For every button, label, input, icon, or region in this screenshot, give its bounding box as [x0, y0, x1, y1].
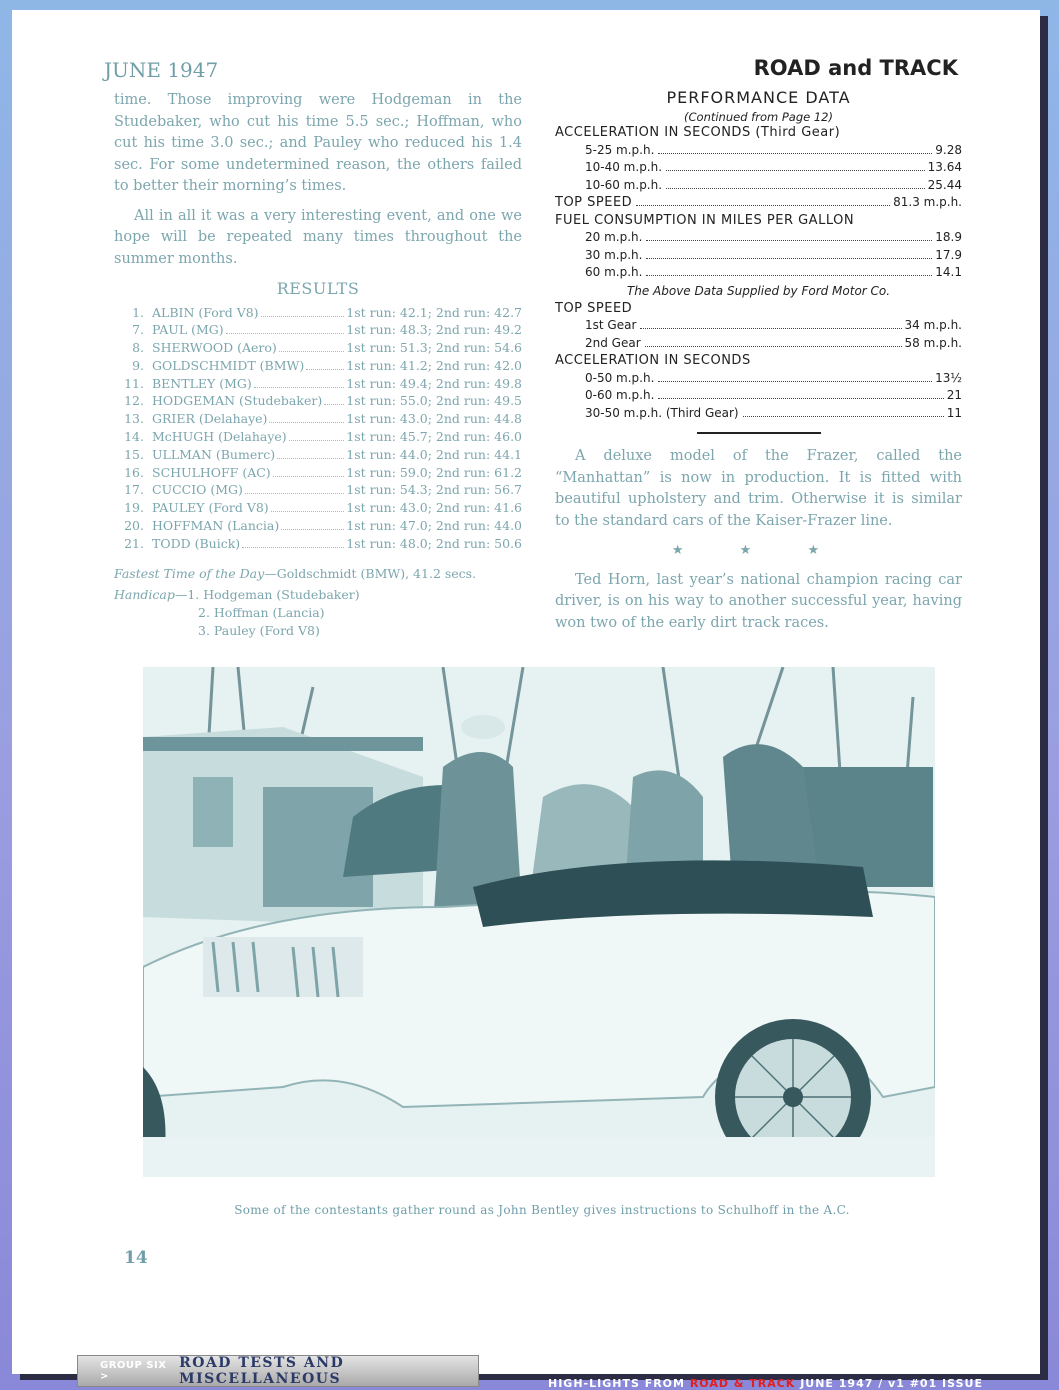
result-runs: 1st run: 43.0; 2nd run: 41.6 — [346, 500, 522, 516]
data-label: 10-60 m.p.h. — [585, 177, 663, 192]
result-row — [114, 339, 522, 357]
data-label: 0-60 m.p.h. — [585, 388, 655, 402]
dot-leader — [658, 381, 932, 382]
data-row — [555, 159, 962, 177]
result-runs: 1st run: 43.0; 2nd run: 44.8 — [346, 411, 522, 427]
top-speed-label: TOP SPEED — [555, 195, 633, 210]
brand-label: ROAD & TRACK — [689, 1377, 796, 1390]
fastest-time — [114, 563, 522, 585]
result-row — [114, 375, 522, 393]
data-row — [555, 247, 962, 265]
result-runs: 1st run: 51.3; 2nd run: 54.6 — [346, 340, 522, 356]
results-heading: RESULTS — [276, 279, 360, 298]
magazine-page — [12, 10, 1040, 1374]
issue-footer — [548, 1377, 983, 1390]
result-row — [114, 428, 522, 446]
dot-leader — [281, 529, 344, 530]
result-row — [114, 392, 522, 410]
data-row — [555, 405, 962, 423]
dot-leader — [279, 351, 345, 352]
dot-leader — [254, 387, 345, 388]
result-entrant: SHERWOOD (Aero) — [152, 340, 277, 356]
photo-caption: Some of the contestants gather round as John Bentley gives instructions to Schulhoff in the A.C. — [234, 1203, 850, 1217]
divider — [697, 432, 821, 434]
issue-label: JUNE 1947 / v1 #01 ISSUE — [800, 1377, 983, 1390]
result-entrant: PAULEY (Ford V8) — [152, 500, 269, 516]
data-label: 30-50 m.p.h. (Third Gear) — [585, 405, 739, 420]
result-runs: 1st run: 48.0; 2nd run: 50.6 — [346, 535, 522, 551]
result-rank: 21. — [124, 535, 144, 551]
result-rank: 8. — [132, 340, 144, 356]
data-label: 1st Gear — [585, 318, 637, 332]
handicap-results — [114, 586, 522, 640]
gear-list — [555, 317, 962, 352]
performance-data-title: PERFORMANCE DATA — [666, 88, 851, 107]
result-runs: 1st run: 47.0; 2nd run: 44.0 — [346, 518, 522, 534]
article-paragraph-2: All in all it was a very interesting event, and one we hope will be repeated many times throughout the summer months. — [114, 207, 522, 267]
data-value: 17.9 — [935, 247, 962, 262]
right-column — [555, 88, 962, 634]
result-runs: 1st run: 55.0; 2nd run: 49.5 — [346, 393, 522, 409]
result-entrant: PAUL (MG) — [152, 322, 224, 338]
result-row — [114, 357, 522, 375]
dot-leader — [271, 511, 345, 512]
result-rank: 14. — [124, 429, 144, 445]
result-runs: 1st run: 44.0; 2nd run: 44.1 — [346, 446, 522, 462]
result-rank: 12. — [124, 393, 144, 409]
accel-heading: ACCELERATION IN SECONDS — [555, 353, 751, 368]
result-entrant: HODGEMAN (Studebaker) — [152, 393, 323, 409]
dot-leader — [306, 369, 344, 370]
contestants-photo — [143, 667, 935, 1177]
result-row — [114, 410, 522, 428]
result-rank: 16. — [124, 464, 144, 480]
data-row — [555, 177, 962, 195]
frazer-paragraph: A deluxe model of the Frazer, called the “Manhattan” is now in production. It is fitted with beautiful upholstery and trim. Otherwise it is similar to the standard cars of the Kaiser-Frazer line. — [555, 448, 962, 529]
result-rank: 17. — [124, 482, 144, 498]
result-rank: 20. — [124, 518, 144, 534]
result-runs: 1st run: 41.2; 2nd run: 42.0 — [346, 357, 522, 373]
dot-leader — [640, 328, 901, 329]
result-rank: 19. — [124, 500, 144, 516]
fuel-list — [555, 229, 962, 282]
dot-leader — [269, 422, 344, 423]
result-runs: 1st run: 48.3; 2nd run: 49.2 — [346, 322, 522, 338]
result-row — [114, 517, 522, 535]
dot-leader — [645, 346, 902, 347]
dot-leader — [666, 188, 925, 189]
top-speed-gears-heading: TOP SPEED — [555, 300, 633, 316]
data-row — [555, 387, 962, 405]
data-row — [555, 142, 962, 160]
result-entrant: GRIER (Delahaye) — [152, 411, 268, 427]
handicap-3: 3. Pauley (Ford V8) — [198, 623, 320, 639]
result-row — [114, 304, 522, 322]
dot-leader — [666, 170, 925, 171]
result-entrant: McHUGH (Delahaye) — [152, 429, 287, 445]
result-row — [114, 481, 522, 499]
handicap-2: 2. Hoffman (Lancia) — [198, 605, 325, 621]
result-rank: 9. — [132, 357, 144, 373]
result-entrant: BENTLEY (MG) — [152, 375, 252, 391]
dot-leader — [277, 458, 344, 459]
data-label: 30 m.p.h. — [585, 247, 643, 262]
result-row — [114, 535, 522, 553]
dot-leader — [226, 333, 345, 334]
result-row — [114, 464, 522, 482]
data-value: 34 m.p.h. — [904, 318, 962, 332]
result-runs: 1st run: 49.4; 2nd run: 49.8 — [346, 375, 522, 391]
fastest-value: —Goldschmidt (BMW), 41.2 secs. — [264, 565, 477, 581]
dot-leader — [646, 258, 932, 259]
article-paragraph-1: time. Those improving were Hodgeman in the Studebaker, who cut his time 5.5 sec.; Hoffman, who cut his time 3.0 sec.; and Pauley who reduced his 1.4 sec. For some undetermined reason, the others failed to better their morning’s times. — [114, 92, 522, 194]
highlights-label: HIGH-LIGHTS FROM — [548, 1377, 685, 1390]
accel-list — [555, 370, 962, 423]
results-list — [114, 304, 522, 553]
dot-leader — [273, 476, 345, 477]
data-value: 21 — [946, 388, 962, 402]
dot-leader — [242, 547, 344, 548]
data-value: 13½ — [935, 370, 962, 385]
data-value: 18.9 — [935, 230, 962, 244]
section-banner — [77, 1355, 479, 1387]
data-label: 60 m.p.h. — [585, 265, 643, 279]
result-row — [114, 446, 522, 464]
data-value: 58 m.p.h. — [904, 335, 962, 350]
group-label: GROUP SIX > — [100, 1360, 167, 1382]
star-separator: ★ ★ ★ — [671, 543, 846, 558]
handicap-1: —1. Hodgeman (Studebaker) — [174, 587, 360, 603]
result-row — [114, 321, 522, 339]
dot-leader — [743, 416, 944, 417]
continued-note: (Continued from Page 12) — [684, 110, 833, 124]
section-label: ROAD TESTS AND MISCELLANEOUS — [179, 1355, 345, 1387]
fastest-label: Fastest Time of the Day — [114, 565, 265, 581]
fuel-heading: FUEL CONSUMPTION IN MILES PER GALLON — [555, 212, 855, 228]
data-row — [555, 264, 962, 282]
result-runs: 1st run: 45.7; 2nd run: 46.0 — [346, 429, 522, 445]
data-label: 2nd Gear — [585, 335, 641, 350]
data-value: 9.28 — [935, 142, 962, 157]
data-value: 13.64 — [927, 160, 962, 174]
data-value: 11 — [946, 405, 962, 420]
result-entrant: SCHULHOFF (AC) — [152, 464, 271, 480]
result-rank: 15. — [124, 446, 144, 462]
data-label: 20 m.p.h. — [585, 230, 643, 244]
news-items — [555, 446, 962, 634]
magazine-title: ROAD and TRACK — [753, 56, 958, 80]
dot-leader — [261, 316, 345, 317]
dot-leader — [658, 398, 943, 399]
result-runs: 1st run: 42.1; 2nd run: 42.7 — [346, 304, 522, 320]
dot-leader — [646, 275, 932, 276]
result-entrant: HOFFMAN (Lancia) — [152, 518, 280, 534]
data-value: 14.1 — [935, 265, 962, 279]
result-entrant: TODD (Buick) — [152, 535, 241, 551]
page-number: 14 — [124, 1248, 148, 1268]
result-rank: 13. — [124, 411, 144, 427]
data-row — [555, 335, 962, 353]
result-runs: 1st run: 54.3; 2nd run: 56.7 — [346, 482, 522, 498]
data-label: 10-40 m.p.h. — [585, 160, 663, 174]
result-entrant: CUCCIO (MG) — [152, 482, 243, 498]
top-speed-row — [555, 194, 962, 212]
result-entrant: ULLMAN (Bumerc) — [152, 446, 276, 462]
data-row — [555, 229, 962, 247]
dot-leader — [245, 493, 344, 494]
result-rank: 7. — [132, 322, 144, 338]
result-rank: 11. — [124, 375, 144, 391]
dot-leader — [658, 153, 932, 154]
issue-date: JUNE 1947 — [104, 58, 219, 82]
data-label: 0-50 m.p.h. — [585, 370, 655, 385]
accel-third-heading: ACCELERATION IN SECONDS (Third Gear) — [555, 125, 841, 140]
top-speed-value: 81.3 m.p.h. — [893, 195, 962, 209]
result-entrant: GOLDSCHMIDT (BMW) — [152, 357, 305, 373]
result-row — [114, 499, 522, 517]
data-row — [555, 317, 962, 335]
result-runs: 1st run: 59.0; 2nd run: 61.2 — [346, 464, 522, 480]
result-rank: 1. — [132, 304, 144, 320]
supplied-note: The Above Data Supplied by Ford Motor Co. — [626, 283, 891, 298]
dot-leader — [646, 240, 932, 241]
dot-leader — [289, 440, 345, 441]
result-entrant: ALBIN (Ford V8) — [152, 304, 259, 320]
accel-third-list — [555, 142, 962, 195]
ted-horn-paragraph: Ted Horn, last year’s national champion racing car driver, is on his way to another successful year, having won two of the early dirt track races. — [555, 571, 962, 631]
left-column — [114, 90, 522, 640]
handicap-label: Handicap — [114, 587, 175, 603]
data-row — [555, 370, 962, 388]
dot-leader — [324, 404, 344, 405]
data-value: 25.44 — [927, 177, 962, 192]
data-label: 5-25 m.p.h. — [585, 142, 655, 157]
